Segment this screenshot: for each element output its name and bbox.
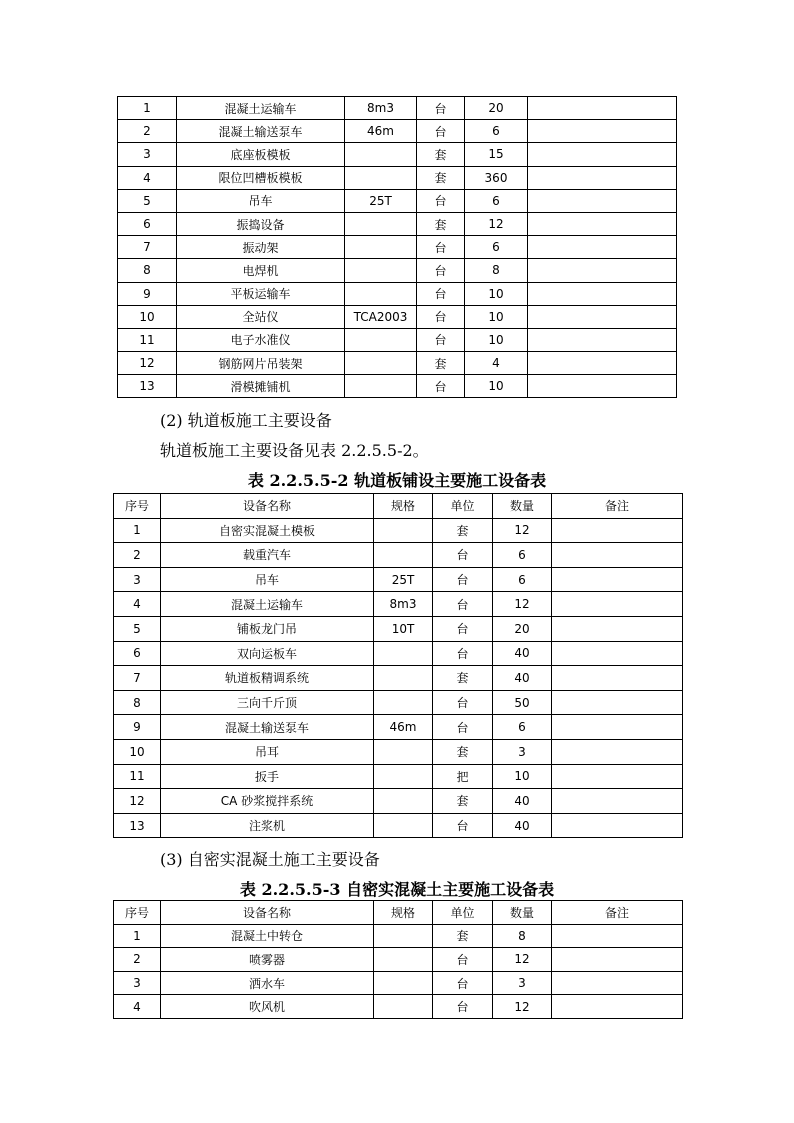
- cell-equipment-name: 滑模摊铺机: [177, 375, 345, 398]
- cell-index: 4: [114, 995, 161, 1019]
- table-row: [114, 666, 683, 691]
- table-row: [114, 641, 683, 666]
- cell-spec: 25T: [345, 189, 417, 212]
- table-row: [114, 715, 683, 740]
- cell-index: 3: [114, 567, 161, 592]
- cell-spec: TCA2003: [345, 305, 417, 328]
- cell-quantity: 360: [465, 166, 528, 189]
- cell-quantity: 50: [493, 690, 552, 715]
- cell-quantity: 6: [465, 236, 528, 259]
- cell-unit: 套: [433, 924, 493, 948]
- cell-index: 13: [118, 375, 177, 398]
- cell-unit: 台: [433, 592, 493, 617]
- table-2-caption: 表 2.2.5.5-2 轨道板铺设主要施工设备表: [247, 471, 547, 490]
- cell-equipment-name: 振动架: [177, 236, 345, 259]
- cell-quantity: 40: [493, 789, 552, 814]
- header-quantity: 数量: [493, 494, 552, 519]
- table-row: [118, 236, 677, 259]
- header-unit: 单位: [433, 901, 493, 925]
- cell-unit: 台: [417, 97, 465, 120]
- cell-unit: 台: [433, 948, 493, 972]
- cell-spec: [345, 282, 417, 305]
- cell-spec: [374, 924, 433, 948]
- table-row: [114, 948, 683, 972]
- cell-index: 4: [118, 166, 177, 189]
- cell-unit: 台: [417, 120, 465, 143]
- cell-unit: 套: [433, 789, 493, 814]
- cell-remark: [552, 616, 683, 641]
- cell-equipment-name: 电焊机: [177, 259, 345, 282]
- cell-quantity: 20: [493, 616, 552, 641]
- cell-quantity: 10: [465, 375, 528, 398]
- cell-equipment-name: 全站仪: [177, 305, 345, 328]
- cell-quantity: 6: [465, 189, 528, 212]
- cell-index: 9: [114, 715, 161, 740]
- cell-unit: 台: [433, 690, 493, 715]
- equipment-table-3: [113, 900, 683, 1019]
- cell-equipment-name: 吹风机: [161, 995, 374, 1019]
- table-row: [114, 543, 683, 568]
- table-row: [114, 616, 683, 641]
- equipment-table-1: [117, 96, 677, 398]
- cell-index: 2: [114, 543, 161, 568]
- cell-spec: [345, 143, 417, 166]
- cell-equipment-name: 平板运输车: [177, 282, 345, 305]
- cell-unit: 套: [417, 352, 465, 375]
- cell-spec: [345, 236, 417, 259]
- cell-index: 13: [114, 813, 161, 838]
- cell-equipment-name: 双向运板车: [161, 641, 374, 666]
- cell-unit: 套: [417, 212, 465, 235]
- cell-equipment-name: 铺板龙门吊: [161, 616, 374, 641]
- cell-spec: [374, 995, 433, 1019]
- cell-equipment-name: 底座板模板: [177, 143, 345, 166]
- cell-remark: [528, 166, 677, 189]
- cell-quantity: 10: [465, 282, 528, 305]
- cell-remark: [552, 641, 683, 666]
- equipment-table-2: [113, 493, 683, 838]
- cell-remark: [528, 328, 677, 351]
- table-row: [118, 282, 677, 305]
- cell-index: 1: [118, 97, 177, 120]
- table-row: [118, 166, 677, 189]
- cell-spec: [374, 789, 433, 814]
- cell-unit: 套: [417, 166, 465, 189]
- header-index: 序号: [114, 494, 161, 519]
- cell-spec: [374, 666, 433, 691]
- cell-unit: 台: [417, 282, 465, 305]
- cell-remark: [552, 789, 683, 814]
- cell-index: 5: [114, 616, 161, 641]
- equipment-table-3-body: [114, 924, 683, 1018]
- cell-spec: [374, 948, 433, 972]
- cell-index: 12: [118, 352, 177, 375]
- cell-index: 6: [118, 212, 177, 235]
- cell-unit: 台: [433, 641, 493, 666]
- table-row: [114, 789, 683, 814]
- table-row: [118, 352, 677, 375]
- cell-equipment-name: 混凝土运输车: [161, 592, 374, 617]
- cell-unit: 台: [433, 567, 493, 592]
- cell-remark: [552, 739, 683, 764]
- header-remark: 备注: [552, 901, 683, 925]
- header-quantity: 数量: [493, 901, 552, 925]
- header-spec: 规格: [374, 494, 433, 519]
- header-unit: 单位: [433, 494, 493, 519]
- cell-remark: [552, 971, 683, 995]
- cell-remark: [528, 259, 677, 282]
- cell-quantity: 12: [493, 518, 552, 543]
- cell-quantity: 12: [493, 592, 552, 617]
- cell-remark: [552, 567, 683, 592]
- cell-remark: [528, 305, 677, 328]
- cell-unit: 台: [417, 189, 465, 212]
- table-row: [114, 924, 683, 948]
- cell-unit: 台: [433, 543, 493, 568]
- cell-index: 10: [118, 305, 177, 328]
- cell-remark: [528, 282, 677, 305]
- table-row: [114, 567, 683, 592]
- cell-quantity: 3: [493, 739, 552, 764]
- cell-index: 11: [114, 764, 161, 789]
- cell-equipment-name: 载重汽车: [161, 543, 374, 568]
- table-row: [118, 120, 677, 143]
- cell-spec: 8m3: [345, 97, 417, 120]
- cell-index: 7: [118, 236, 177, 259]
- header-spec: 规格: [374, 901, 433, 925]
- cell-equipment-name: 混凝土运输车: [177, 97, 345, 120]
- cell-unit: 台: [417, 305, 465, 328]
- table-row: [114, 971, 683, 995]
- cell-quantity: 20: [465, 97, 528, 120]
- cell-equipment-name: 轨道板精调系统: [161, 666, 374, 691]
- cell-spec: [345, 166, 417, 189]
- cell-quantity: 10: [465, 305, 528, 328]
- cell-remark: [552, 764, 683, 789]
- cell-index: 1: [114, 924, 161, 948]
- cell-remark: [528, 189, 677, 212]
- header-equipment-name: 设备名称: [161, 494, 374, 519]
- table-row: [114, 518, 683, 543]
- table-3-caption: 表 2.2.5.5-3 自密实混凝土主要施工设备表: [239, 880, 555, 899]
- cell-quantity: 3: [493, 971, 552, 995]
- cell-index: 8: [114, 690, 161, 715]
- cell-unit: 台: [433, 971, 493, 995]
- cell-spec: [345, 259, 417, 282]
- section-2-text: 轨道板施工主要设备见表 2.2.5.5-2。: [160, 441, 429, 460]
- table-row: [114, 813, 683, 838]
- cell-index: 7: [114, 666, 161, 691]
- header-remark: 备注: [552, 494, 683, 519]
- cell-unit: 台: [433, 715, 493, 740]
- cell-equipment-name: CA 砂浆搅拌系统: [161, 789, 374, 814]
- cell-remark: [552, 995, 683, 1019]
- cell-remark: [552, 666, 683, 691]
- cell-unit: 台: [433, 616, 493, 641]
- section-2-heading: (2) 轨道板施工主要设备: [160, 411, 332, 430]
- cell-index: 9: [118, 282, 177, 305]
- table-row: [114, 739, 683, 764]
- cell-unit: 台: [417, 259, 465, 282]
- cell-equipment-name: 喷雾器: [161, 948, 374, 972]
- cell-quantity: 6: [493, 567, 552, 592]
- table-header-row: [114, 494, 683, 519]
- cell-equipment-name: 吊车: [177, 189, 345, 212]
- cell-spec: [374, 543, 433, 568]
- cell-index: 8: [118, 259, 177, 282]
- cell-equipment-name: 吊耳: [161, 739, 374, 764]
- cell-unit: 套: [417, 143, 465, 166]
- cell-unit: 台: [417, 328, 465, 351]
- cell-equipment-name: 限位凹槽板模板: [177, 166, 345, 189]
- cell-spec: 10T: [374, 616, 433, 641]
- cell-equipment-name: 注浆机: [161, 813, 374, 838]
- cell-remark: [528, 352, 677, 375]
- cell-index: 4: [114, 592, 161, 617]
- cell-equipment-name: 洒水车: [161, 971, 374, 995]
- table-row: [118, 212, 677, 235]
- cell-equipment-name: 吊车: [161, 567, 374, 592]
- header-index: 序号: [114, 901, 161, 925]
- cell-quantity: 10: [465, 328, 528, 351]
- cell-index: 12: [114, 789, 161, 814]
- cell-remark: [552, 690, 683, 715]
- cell-spec: 25T: [374, 567, 433, 592]
- cell-quantity: 6: [493, 543, 552, 568]
- cell-spec: [374, 813, 433, 838]
- table-row: [114, 690, 683, 715]
- cell-quantity: 12: [493, 995, 552, 1019]
- cell-unit: 台: [417, 375, 465, 398]
- cell-index: 3: [114, 971, 161, 995]
- cell-spec: [374, 764, 433, 789]
- section-3-heading: (3) 自密实混凝土施工主要设备: [160, 850, 380, 869]
- cell-spec: [374, 971, 433, 995]
- cell-quantity: 40: [493, 666, 552, 691]
- cell-spec: [374, 690, 433, 715]
- cell-quantity: 6: [465, 120, 528, 143]
- cell-quantity: 8: [493, 924, 552, 948]
- cell-equipment-name: 混凝土输送泵车: [161, 715, 374, 740]
- cell-equipment-name: 扳手: [161, 764, 374, 789]
- cell-index: 5: [118, 189, 177, 212]
- cell-equipment-name: 钢筋网片吊装架: [177, 352, 345, 375]
- cell-quantity: 12: [493, 948, 552, 972]
- cell-quantity: 15: [465, 143, 528, 166]
- cell-equipment-name: 三向千斤顶: [161, 690, 374, 715]
- cell-unit: 台: [433, 813, 493, 838]
- cell-remark: [552, 518, 683, 543]
- cell-spec: [345, 375, 417, 398]
- table-row: [118, 375, 677, 398]
- table-row: [118, 189, 677, 212]
- cell-spec: 8m3: [374, 592, 433, 617]
- cell-remark: [528, 236, 677, 259]
- table-header-row: [114, 901, 683, 925]
- cell-index: 3: [118, 143, 177, 166]
- cell-remark: [528, 143, 677, 166]
- cell-spec: [345, 352, 417, 375]
- cell-equipment-name: 混凝土输送泵车: [177, 120, 345, 143]
- cell-unit: 把: [433, 764, 493, 789]
- cell-remark: [528, 120, 677, 143]
- cell-remark: [528, 212, 677, 235]
- table-row: [118, 97, 677, 120]
- cell-index: 1: [114, 518, 161, 543]
- cell-unit: 套: [433, 666, 493, 691]
- table-row: [114, 995, 683, 1019]
- cell-remark: [552, 948, 683, 972]
- cell-index: 2: [114, 948, 161, 972]
- cell-quantity: 4: [465, 352, 528, 375]
- cell-spec: [345, 212, 417, 235]
- equipment-table-2-body: [114, 518, 683, 838]
- table-row: [114, 764, 683, 789]
- cell-remark: [528, 97, 677, 120]
- equipment-table-1-body: [118, 97, 677, 398]
- cell-index: 10: [114, 739, 161, 764]
- header-equipment-name: 设备名称: [161, 901, 374, 925]
- cell-quantity: 12: [465, 212, 528, 235]
- cell-equipment-name: 电子水准仪: [177, 328, 345, 351]
- cell-remark: [528, 375, 677, 398]
- cell-equipment-name: 自密实混凝土模板: [161, 518, 374, 543]
- cell-unit: 台: [417, 236, 465, 259]
- table-row: [118, 259, 677, 282]
- cell-spec: 46m: [374, 715, 433, 740]
- table-row: [118, 305, 677, 328]
- cell-remark: [552, 813, 683, 838]
- cell-remark: [552, 924, 683, 948]
- cell-quantity: 6: [493, 715, 552, 740]
- cell-unit: 台: [433, 995, 493, 1019]
- cell-spec: [374, 641, 433, 666]
- cell-quantity: 40: [493, 813, 552, 838]
- cell-quantity: 10: [493, 764, 552, 789]
- cell-spec: [374, 518, 433, 543]
- cell-quantity: 8: [465, 259, 528, 282]
- cell-spec: [374, 739, 433, 764]
- cell-unit: 套: [433, 739, 493, 764]
- cell-index: 2: [118, 120, 177, 143]
- cell-quantity: 40: [493, 641, 552, 666]
- table-row: [118, 143, 677, 166]
- cell-remark: [552, 715, 683, 740]
- cell-spec: 46m: [345, 120, 417, 143]
- cell-equipment-name: 振捣设备: [177, 212, 345, 235]
- cell-remark: [552, 543, 683, 568]
- table-row: [118, 328, 677, 351]
- cell-remark: [552, 592, 683, 617]
- table-row: [114, 592, 683, 617]
- cell-spec: [345, 328, 417, 351]
- cell-index: 11: [118, 328, 177, 351]
- cell-index: 6: [114, 641, 161, 666]
- cell-unit: 套: [433, 518, 493, 543]
- cell-equipment-name: 混凝土中转仓: [161, 924, 374, 948]
